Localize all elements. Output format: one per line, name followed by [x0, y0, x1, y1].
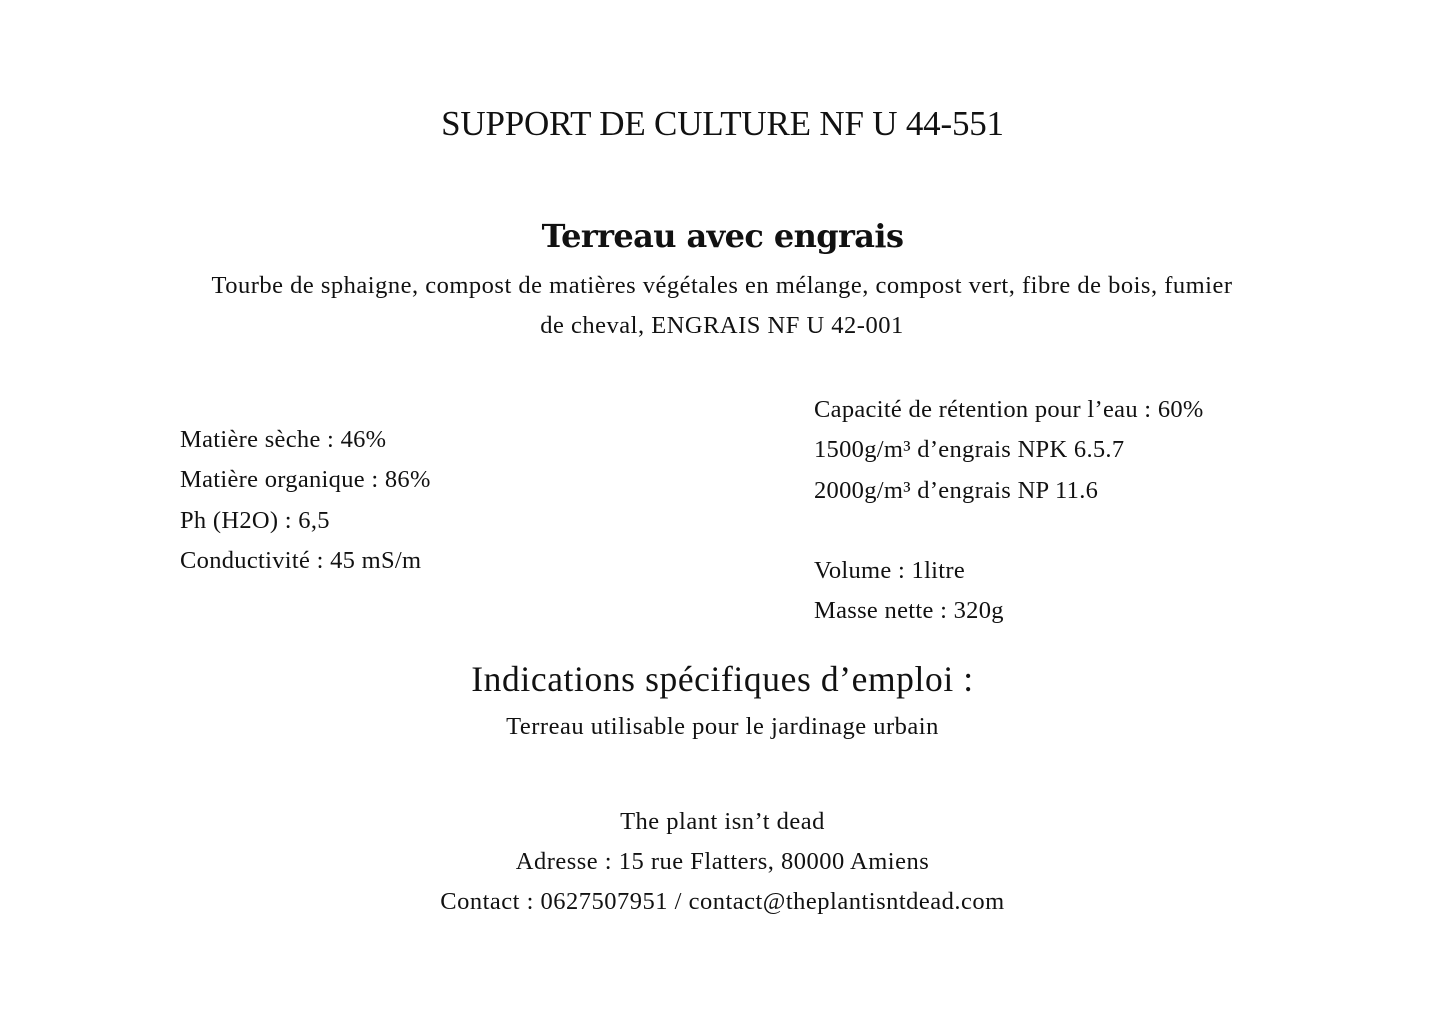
property-ph: Ph (H2O) : 6,5 — [180, 506, 330, 534]
address: Adresse : 15 rue Flatters, 80000 Amiens — [515, 848, 930, 875]
composition-line: de cheval, ENGRAIS NF U 42-001 — [540, 312, 904, 339]
property-npk-fertilizer: 1500g/m³ d’engrais NPK 6.5.7 — [814, 436, 1125, 464]
usage-text: Terreau utilisable pour le jardinage urbain — [506, 713, 939, 740]
contact-info: Contact : 0627507951 / contact@theplantisntdead.com — [440, 888, 1005, 915]
spacer — [814, 511, 1204, 551]
norm-title: SUPPORT DE CULTURE NF U 44-551 — [441, 104, 1004, 143]
property-water-retention: Capacité de rétention pour l’eau : 60% — [814, 396, 1204, 423]
property-conductivity: Conductivité : 45 mS/m — [180, 546, 422, 574]
composition — [122, 266, 1322, 346]
property-net-mass: Masse nette : 320g — [814, 597, 1004, 625]
contact-block — [0, 802, 1445, 922]
property-dry-matter: Matière sèche : 46% — [180, 426, 387, 453]
property-organic-matter: Matière organique : 86% — [180, 466, 431, 494]
composition-line: Tourbe de sphaigne, compost de matières végétales en mélange, compost vert, fibre de bois, fumier — [211, 272, 1233, 299]
properties-left — [180, 420, 431, 581]
properties-right — [814, 390, 1204, 632]
product-name: Terreau avec engrais — [541, 217, 904, 255]
usage-heading: Indications spécifiques d’emploi : — [471, 659, 974, 699]
company-name: The plant isn’t dead — [620, 808, 825, 835]
property-volume: Volume : 1litre — [814, 557, 966, 585]
property-np-fertilizer: 2000g/m³ d’engrais NP 11.6 — [814, 476, 1099, 504]
